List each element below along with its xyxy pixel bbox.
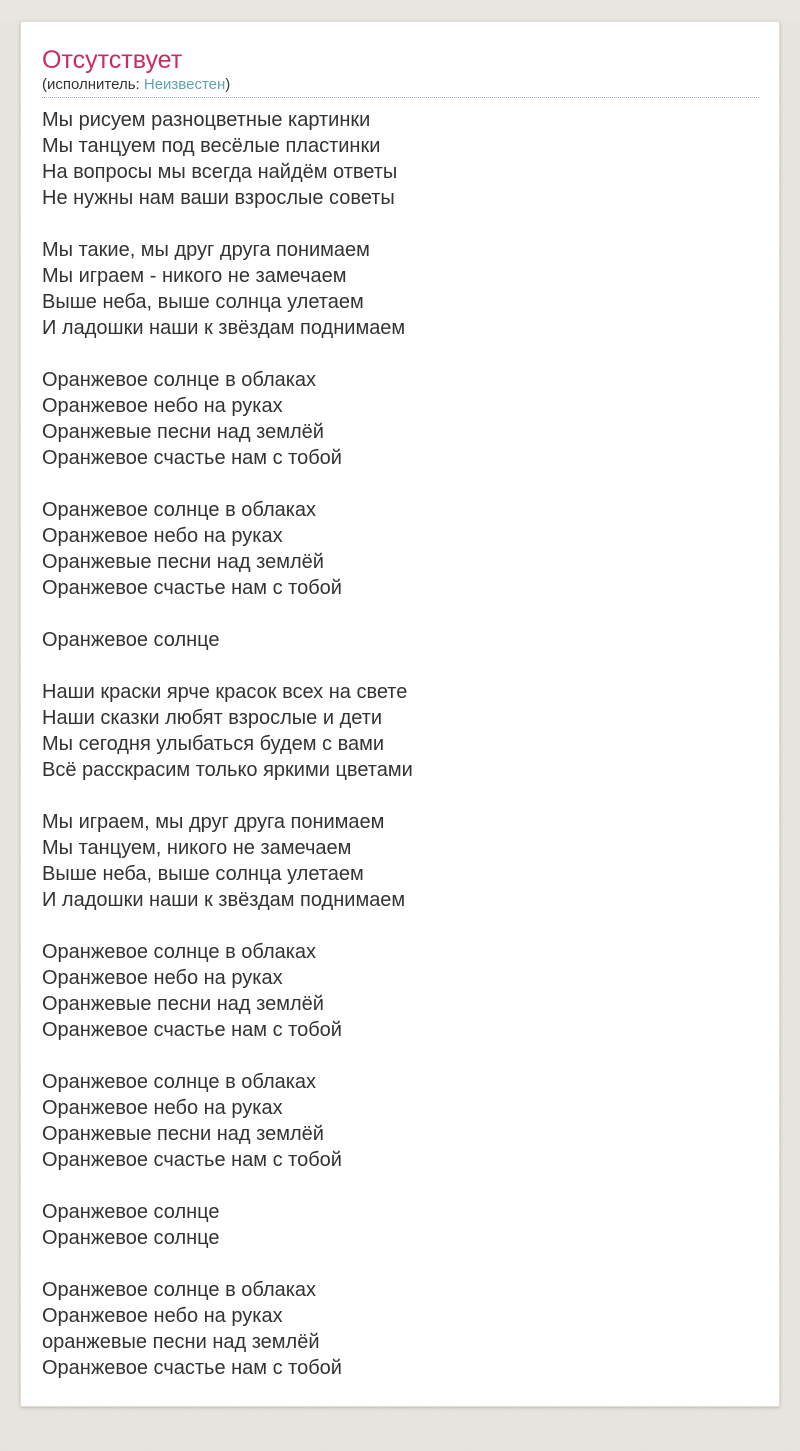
stanza xyxy=(42,107,759,211)
lyric-line: И ладошки наши к звёздам поднимаем xyxy=(42,317,406,339)
lyric-line: Оранжевое небо на руках xyxy=(42,395,283,417)
stanza xyxy=(42,679,759,783)
dotted-divider xyxy=(42,97,759,98)
lyric-line: Оранжевое счастье нам с тобой xyxy=(42,1019,342,1041)
stanza xyxy=(42,237,759,341)
stanza xyxy=(42,1069,759,1173)
lyric-line: Оранжевое солнце в облаках xyxy=(42,369,317,391)
stanza xyxy=(42,627,759,653)
lyric-line: Оранжевое солнце в облаках xyxy=(42,1279,317,1301)
lyric-line: оранжевые песни над землёй xyxy=(42,1331,320,1353)
lyric-line: Оранжевое небо на руках xyxy=(42,525,283,547)
lyric-line: Оранжевое небо на руках xyxy=(42,1305,283,1327)
stanza xyxy=(42,367,759,471)
lyric-line: Выше неба, выше солнца улетаем xyxy=(42,863,364,885)
stanza xyxy=(42,939,759,1043)
lyric-line: Выше неба, выше солнца улетаем xyxy=(42,291,364,313)
lyric-line: Всё расскрасим только яркими цветами xyxy=(42,759,413,781)
stanza xyxy=(42,809,759,913)
lyric-line: Оранжевое счастье нам с тобой xyxy=(42,1149,342,1171)
page-title: Отсутствует xyxy=(42,46,183,74)
lyric-line: Наши краски ярче красок всех на свете xyxy=(42,681,408,703)
lyric-line: Оранжевое счастье нам с тобой xyxy=(42,447,342,469)
lyrics-text xyxy=(42,107,759,1381)
artist-label: (исполнитель: xyxy=(42,76,144,93)
lyric-line: Оранжевое солнце в облаках xyxy=(42,499,317,521)
lyric-line: Оранжевые песни над землёй xyxy=(42,551,324,573)
lyric-line: Оранжевое солнце xyxy=(42,1227,220,1249)
lyric-line: Не нужны нам ваши взрослые советы xyxy=(42,187,395,209)
lyric-line: Оранжевое небо на руках xyxy=(42,967,283,989)
artist-close-paren: ) xyxy=(225,76,231,93)
lyric-line: Мы рисуем разноцветные картинки xyxy=(42,109,371,131)
lyric-line: Оранжевое солнце в облаках xyxy=(42,941,317,963)
lyric-line: Мы играем - никого не замечаем xyxy=(42,265,347,287)
stanza xyxy=(42,497,759,601)
lyric-line: Оранжевое солнце xyxy=(42,1201,220,1223)
lyric-line: Оранжевое счастье нам с тобой xyxy=(42,577,342,599)
lyric-line: Мы сегодня улыбаться будем с вами xyxy=(42,733,385,755)
lyric-line: Мы танцуем под весёлые пластинки xyxy=(42,135,381,157)
lyric-line: Оранжевое небо на руках xyxy=(42,1097,283,1119)
lyric-line: Оранжевое счастье нам с тобой xyxy=(42,1357,342,1379)
stanza xyxy=(42,1199,759,1251)
lyric-line: Оранжевые песни над землёй xyxy=(42,993,324,1015)
lyric-line: Оранжевое солнце в облаках xyxy=(42,1071,317,1093)
lyric-line: Оранжевые песни над землёй xyxy=(42,1123,324,1145)
lyric-line: Мы такие, мы друг друга понимаем xyxy=(42,239,370,261)
lyric-line: На вопросы мы всегда найдём ответы xyxy=(42,161,398,183)
lyrics-card xyxy=(20,21,780,1407)
stanza xyxy=(42,1277,759,1381)
lyric-line: И ладошки наши к звёздам поднимаем xyxy=(42,889,406,911)
artist-line xyxy=(42,76,759,93)
lyric-line: Оранжевые песни над землёй xyxy=(42,421,324,443)
lyric-line: Мы танцуем, никого не замечаем xyxy=(42,837,352,859)
lyric-line: Оранжевое солнце xyxy=(42,629,220,651)
lyric-line: Мы играем, мы друг друга понимаем xyxy=(42,811,385,833)
lyric-line: Наши сказки любят взрослые и дети xyxy=(42,707,383,729)
artist-link[interactable]: Неизвестен xyxy=(143,76,226,93)
